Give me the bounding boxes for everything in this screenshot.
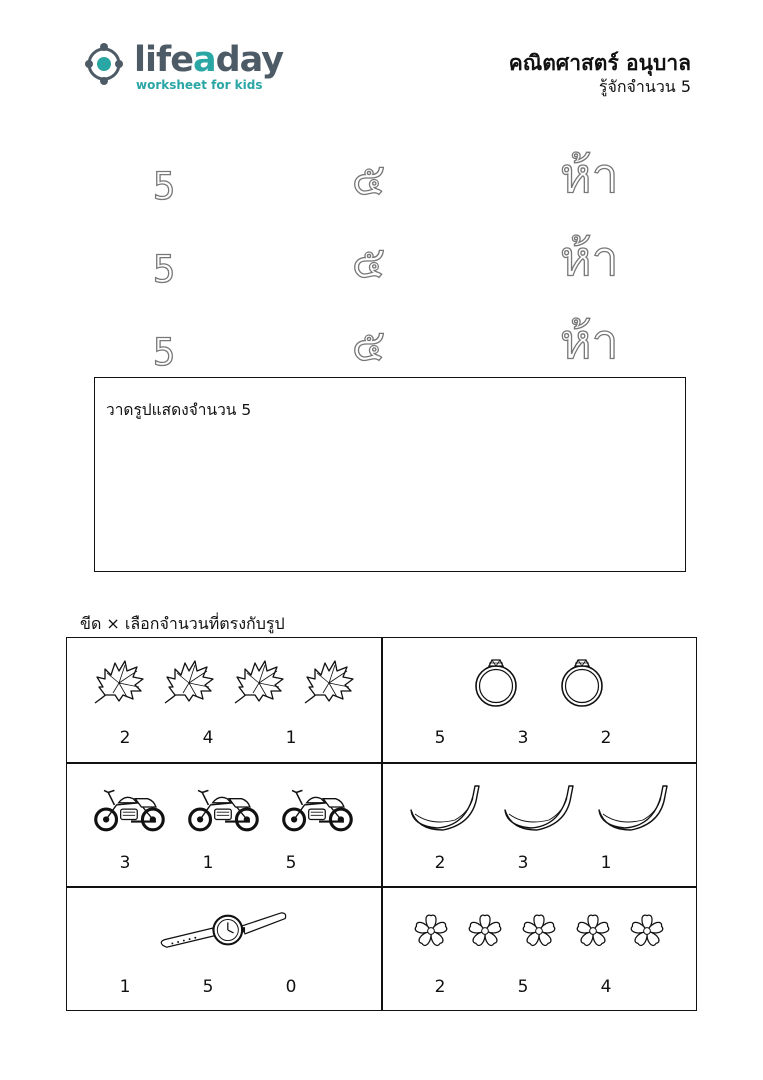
exercise-instruction: ขีด × เลือกจำนวนที่ตรงกับรูป (80, 614, 285, 633)
picture-group (382, 779, 696, 835)
drawing-instruction: วาดรูปแสดงจำนวน 5 (106, 401, 252, 419)
answer-option[interactable]: 2 (434, 853, 446, 873)
answer-option[interactable]: 4 (600, 977, 612, 997)
answer-options (382, 853, 696, 877)
answer-option[interactable]: 1 (202, 853, 214, 873)
answer-options (382, 977, 696, 1001)
exercise-cell (67, 763, 381, 887)
banana-icon (409, 782, 481, 832)
trace-numeral[interactable]: 5 (153, 165, 176, 208)
motorcycle-icon (93, 780, 167, 834)
trace-thai-numeral[interactable]: ๕ (352, 154, 386, 205)
answer-option[interactable]: 3 (517, 728, 529, 748)
trace-number-word[interactable]: ห้า (560, 314, 619, 370)
maple-leaf-icon (301, 657, 357, 707)
logo-tagline: worksheet for kids (136, 78, 263, 92)
flower-icon (571, 909, 615, 953)
trace-number-word[interactable]: ห้า (560, 148, 619, 204)
lifeaday-logo (82, 38, 282, 98)
motorcycle-icon (187, 780, 261, 834)
flower-icon (463, 909, 507, 953)
answer-option[interactable]: 1 (600, 853, 612, 873)
exercise-cell (382, 887, 696, 1011)
logo-molecule-icon (82, 38, 132, 88)
logo-wordmark: lifeaday (134, 40, 284, 80)
wristwatch-icon (159, 909, 289, 953)
flower-icon (625, 909, 669, 953)
maple-leaf-icon (231, 657, 287, 707)
worksheet-subtitle: รู้จักจำนวน 5 (598, 77, 691, 96)
worksheet-title: คณิตศาสตร์ อนุบาล (508, 51, 691, 75)
banana-icon (503, 782, 575, 832)
motorcycle-icon (281, 780, 355, 834)
answer-option[interactable]: 0 (285, 977, 297, 997)
flower-icon (409, 909, 453, 953)
answer-option[interactable]: 5 (434, 728, 446, 748)
answer-option[interactable]: 5 (202, 977, 214, 997)
answer-option[interactable]: 2 (119, 728, 131, 748)
drawing-area[interactable] (94, 377, 686, 572)
tracing-row (0, 140, 763, 210)
answer-options (67, 853, 381, 877)
ring-icon (471, 654, 521, 710)
exercise-cell (382, 638, 696, 762)
answer-option[interactable]: 2 (600, 728, 612, 748)
tracing-row (0, 223, 763, 293)
counting-exercise-grid (66, 637, 697, 1011)
answer-option[interactable]: 2 (434, 977, 446, 997)
answer-option[interactable]: 3 (517, 853, 529, 873)
picture-group (382, 903, 696, 959)
answer-options (67, 728, 381, 752)
answer-option[interactable]: 5 (285, 853, 297, 873)
flower-icon (517, 909, 561, 953)
answer-options (67, 977, 381, 1001)
trace-numeral[interactable]: 5 (153, 331, 176, 374)
picture-group (382, 654, 696, 710)
answer-options (382, 728, 696, 752)
picture-group (67, 779, 381, 835)
answer-option[interactable]: 4 (202, 728, 214, 748)
answer-option[interactable]: 3 (119, 853, 131, 873)
banana-icon (597, 782, 669, 832)
trace-number-word[interactable]: ห้า (560, 231, 619, 287)
ring-icon (557, 654, 607, 710)
answer-option[interactable]: 1 (119, 977, 131, 997)
answer-option[interactable]: 1 (285, 728, 297, 748)
tracing-row (0, 306, 763, 376)
trace-numeral[interactable]: 5 (153, 248, 176, 291)
exercise-cell (382, 763, 696, 887)
maple-leaf-icon (161, 657, 217, 707)
answer-option[interactable]: 5 (517, 977, 529, 997)
trace-thai-numeral[interactable]: ๕ (352, 237, 386, 288)
trace-thai-numeral[interactable]: ๕ (352, 320, 386, 371)
picture-group (67, 654, 381, 710)
maple-leaf-icon (91, 657, 147, 707)
exercise-cell (67, 638, 381, 762)
picture-group (67, 903, 381, 959)
exercise-cell (67, 887, 381, 1011)
